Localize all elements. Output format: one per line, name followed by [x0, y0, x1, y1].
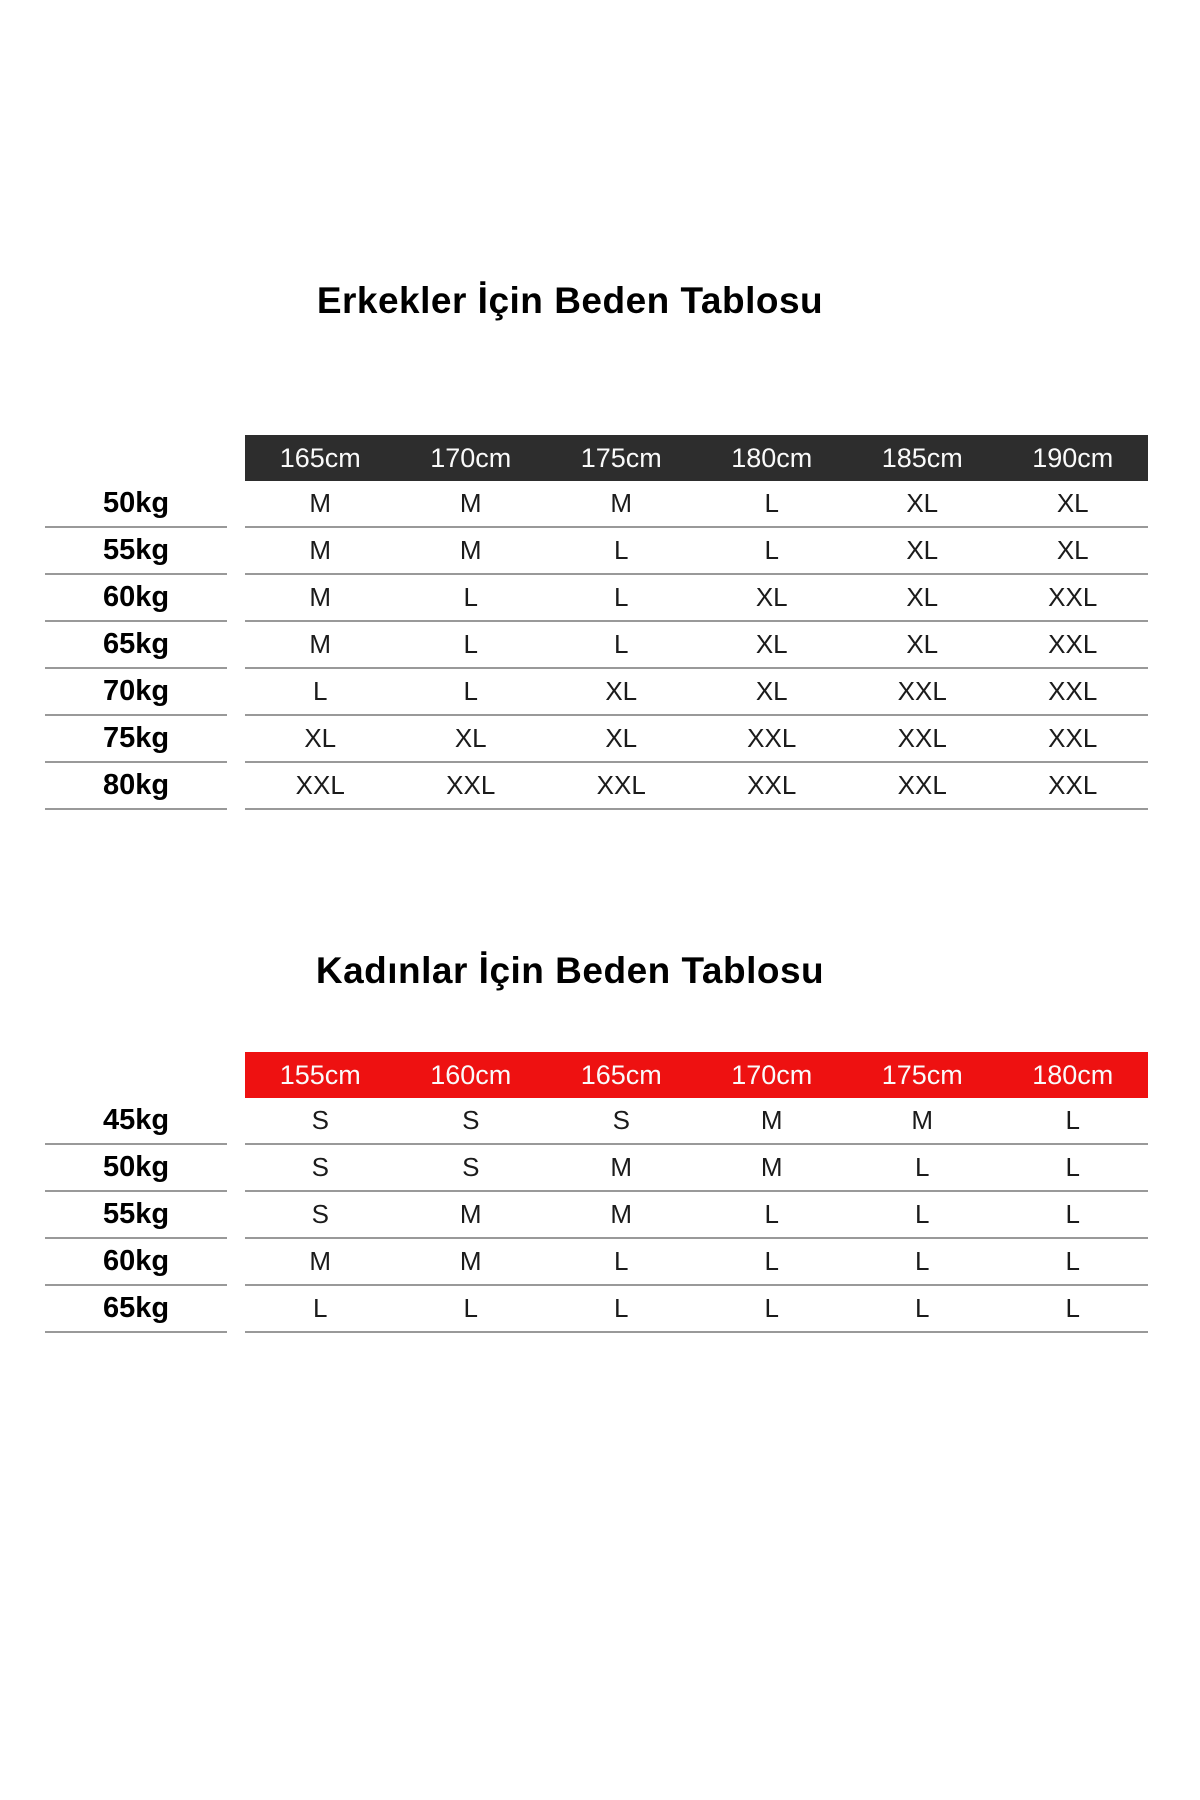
size-cell: XXL [897, 676, 947, 706]
height-column-header: 175cm [580, 442, 662, 473]
height-column-header: 175cm [881, 1059, 963, 1090]
size-cell: S [462, 1152, 480, 1182]
height-column-header: 165cm [279, 442, 361, 473]
size-cells [245, 1286, 1148, 1333]
column-gap [227, 575, 245, 622]
women-table-header-row [45, 1052, 1148, 1098]
size-cells [245, 669, 1148, 716]
size-cell: XXL [1048, 676, 1098, 706]
men-header-bar [245, 435, 1148, 481]
table-row [45, 1145, 1148, 1192]
size-cell: XXL [596, 770, 646, 800]
size-cells [245, 622, 1148, 669]
column-gap [227, 1052, 245, 1098]
column-gap [227, 1239, 245, 1286]
size-cell: L [1065, 1293, 1080, 1323]
size-cell: S [612, 1105, 630, 1135]
size-cell: L [915, 1246, 930, 1276]
size-cell: XL [605, 723, 638, 753]
size-cell: XXL [1048, 582, 1098, 612]
size-cell: L [1065, 1105, 1080, 1135]
size-cell: S [311, 1199, 329, 1229]
height-column-header: 190cm [1032, 442, 1114, 473]
height-column-header: 185cm [881, 442, 963, 473]
weight-label: 60kg [45, 575, 227, 622]
size-cell: XL [1056, 488, 1089, 518]
header-corner-spacer [45, 435, 227, 481]
column-gap [227, 481, 245, 528]
table-row [45, 1286, 1148, 1333]
table-row [45, 528, 1148, 575]
size-cell: L [463, 1293, 478, 1323]
size-cell: L [614, 629, 629, 659]
table-row [45, 763, 1148, 810]
table-row [45, 622, 1148, 669]
size-cell: L [764, 1293, 779, 1323]
size-cell: M [309, 629, 332, 659]
size-cell: M [309, 488, 332, 518]
size-cell: XL [755, 629, 788, 659]
size-cell: L [1065, 1199, 1080, 1229]
size-cell: XL [906, 535, 939, 565]
size-cell: XL [906, 629, 939, 659]
size-cell: XL [1056, 535, 1089, 565]
size-cell: L [764, 488, 779, 518]
header-corner-spacer [45, 1052, 227, 1098]
size-cell: M [610, 488, 633, 518]
table-row [45, 1192, 1148, 1239]
size-cell: M [610, 1152, 633, 1182]
men-size-table [45, 435, 1148, 810]
column-gap [227, 435, 245, 481]
size-cell: L [463, 629, 478, 659]
table-row [45, 1098, 1148, 1145]
weight-label: 60kg [45, 1239, 227, 1286]
size-cell: XL [906, 488, 939, 518]
size-cell: XL [755, 582, 788, 612]
size-cell: M [309, 1246, 332, 1276]
size-cell: M [610, 1199, 633, 1229]
weight-label: 70kg [45, 669, 227, 716]
size-cell: S [462, 1105, 480, 1135]
size-cell: L [1065, 1152, 1080, 1182]
size-cell: XXL [747, 770, 797, 800]
size-cell: L [1065, 1246, 1080, 1276]
weight-label: 65kg [45, 1286, 227, 1333]
size-cell: M [309, 582, 332, 612]
size-cell: XXL [1048, 723, 1098, 753]
size-cell: XL [755, 676, 788, 706]
size-cell: L [614, 582, 629, 612]
size-cells [245, 1239, 1148, 1286]
size-cell: L [463, 582, 478, 612]
column-gap [227, 528, 245, 575]
size-cell: XL [454, 723, 487, 753]
size-cell: L [463, 676, 478, 706]
size-cell: XL [605, 676, 638, 706]
table-row [45, 481, 1148, 528]
height-column-header: 170cm [430, 442, 512, 473]
table-row [45, 716, 1148, 763]
size-cells [245, 1145, 1148, 1192]
size-cell: M [459, 1246, 482, 1276]
size-cells [245, 763, 1148, 810]
weight-label: 50kg [45, 1145, 227, 1192]
weight-label: 55kg [45, 1192, 227, 1239]
size-cell: XXL [446, 770, 496, 800]
column-gap [227, 669, 245, 716]
size-cell: L [614, 1293, 629, 1323]
size-cells [245, 716, 1148, 763]
weight-label: 65kg [45, 622, 227, 669]
men-table-header-row [45, 435, 1148, 481]
size-cell: M [309, 535, 332, 565]
size-cell: XXL [897, 770, 947, 800]
size-cell: L [764, 535, 779, 565]
size-cell: S [311, 1105, 329, 1135]
size-cell: M [760, 1152, 783, 1182]
size-cell: M [459, 535, 482, 565]
women-size-table [45, 1052, 1148, 1333]
size-cell: XL [906, 582, 939, 612]
height-column-header: 160cm [430, 1059, 512, 1090]
size-cell: M [760, 1105, 783, 1135]
weight-label: 75kg [45, 716, 227, 763]
women-header-bar [245, 1052, 1148, 1098]
size-cells [245, 528, 1148, 575]
size-cell: S [311, 1152, 329, 1182]
weight-label: 45kg [45, 1098, 227, 1145]
size-cell: L [915, 1199, 930, 1229]
size-cell: XXL [295, 770, 345, 800]
size-cells [245, 1192, 1148, 1239]
size-cell: L [313, 676, 328, 706]
table-row [45, 1239, 1148, 1286]
height-column-header: 180cm [731, 442, 813, 473]
size-cell: XXL [1048, 770, 1098, 800]
column-gap [227, 1098, 245, 1145]
height-column-header: 180cm [1032, 1059, 1114, 1090]
men-size-chart-title: Erkekler İçin Beden Tablosu [316, 280, 824, 321]
weight-label: 55kg [45, 528, 227, 575]
column-gap [227, 763, 245, 810]
height-column-header: 165cm [580, 1059, 662, 1090]
column-gap [227, 1286, 245, 1333]
height-column-header: 170cm [731, 1059, 813, 1090]
column-gap [227, 622, 245, 669]
weight-label: 80kg [45, 763, 227, 810]
size-cell: L [764, 1199, 779, 1229]
size-cells [245, 1098, 1148, 1145]
weight-label: 50kg [45, 481, 227, 528]
size-cells [245, 481, 1148, 528]
size-cell: L [614, 1246, 629, 1276]
size-cell: XXL [747, 723, 797, 753]
size-cell: L [313, 1293, 328, 1323]
size-cell: L [915, 1152, 930, 1182]
size-cell: L [764, 1246, 779, 1276]
size-cell: XL [304, 723, 337, 753]
size-cell: M [911, 1105, 934, 1135]
column-gap [227, 1192, 245, 1239]
table-row [45, 575, 1148, 622]
height-column-header: 155cm [279, 1059, 361, 1090]
column-gap [227, 716, 245, 763]
size-cells [245, 575, 1148, 622]
column-gap [227, 1145, 245, 1192]
size-cell: M [459, 488, 482, 518]
size-cell: L [614, 535, 629, 565]
size-cell: L [915, 1293, 930, 1323]
table-row [45, 669, 1148, 716]
size-cell: XXL [1048, 629, 1098, 659]
size-cell: XXL [897, 723, 947, 753]
women-size-chart-title: Kadınlar İçin Beden Tablosu [315, 950, 825, 991]
size-cell: M [459, 1199, 482, 1229]
